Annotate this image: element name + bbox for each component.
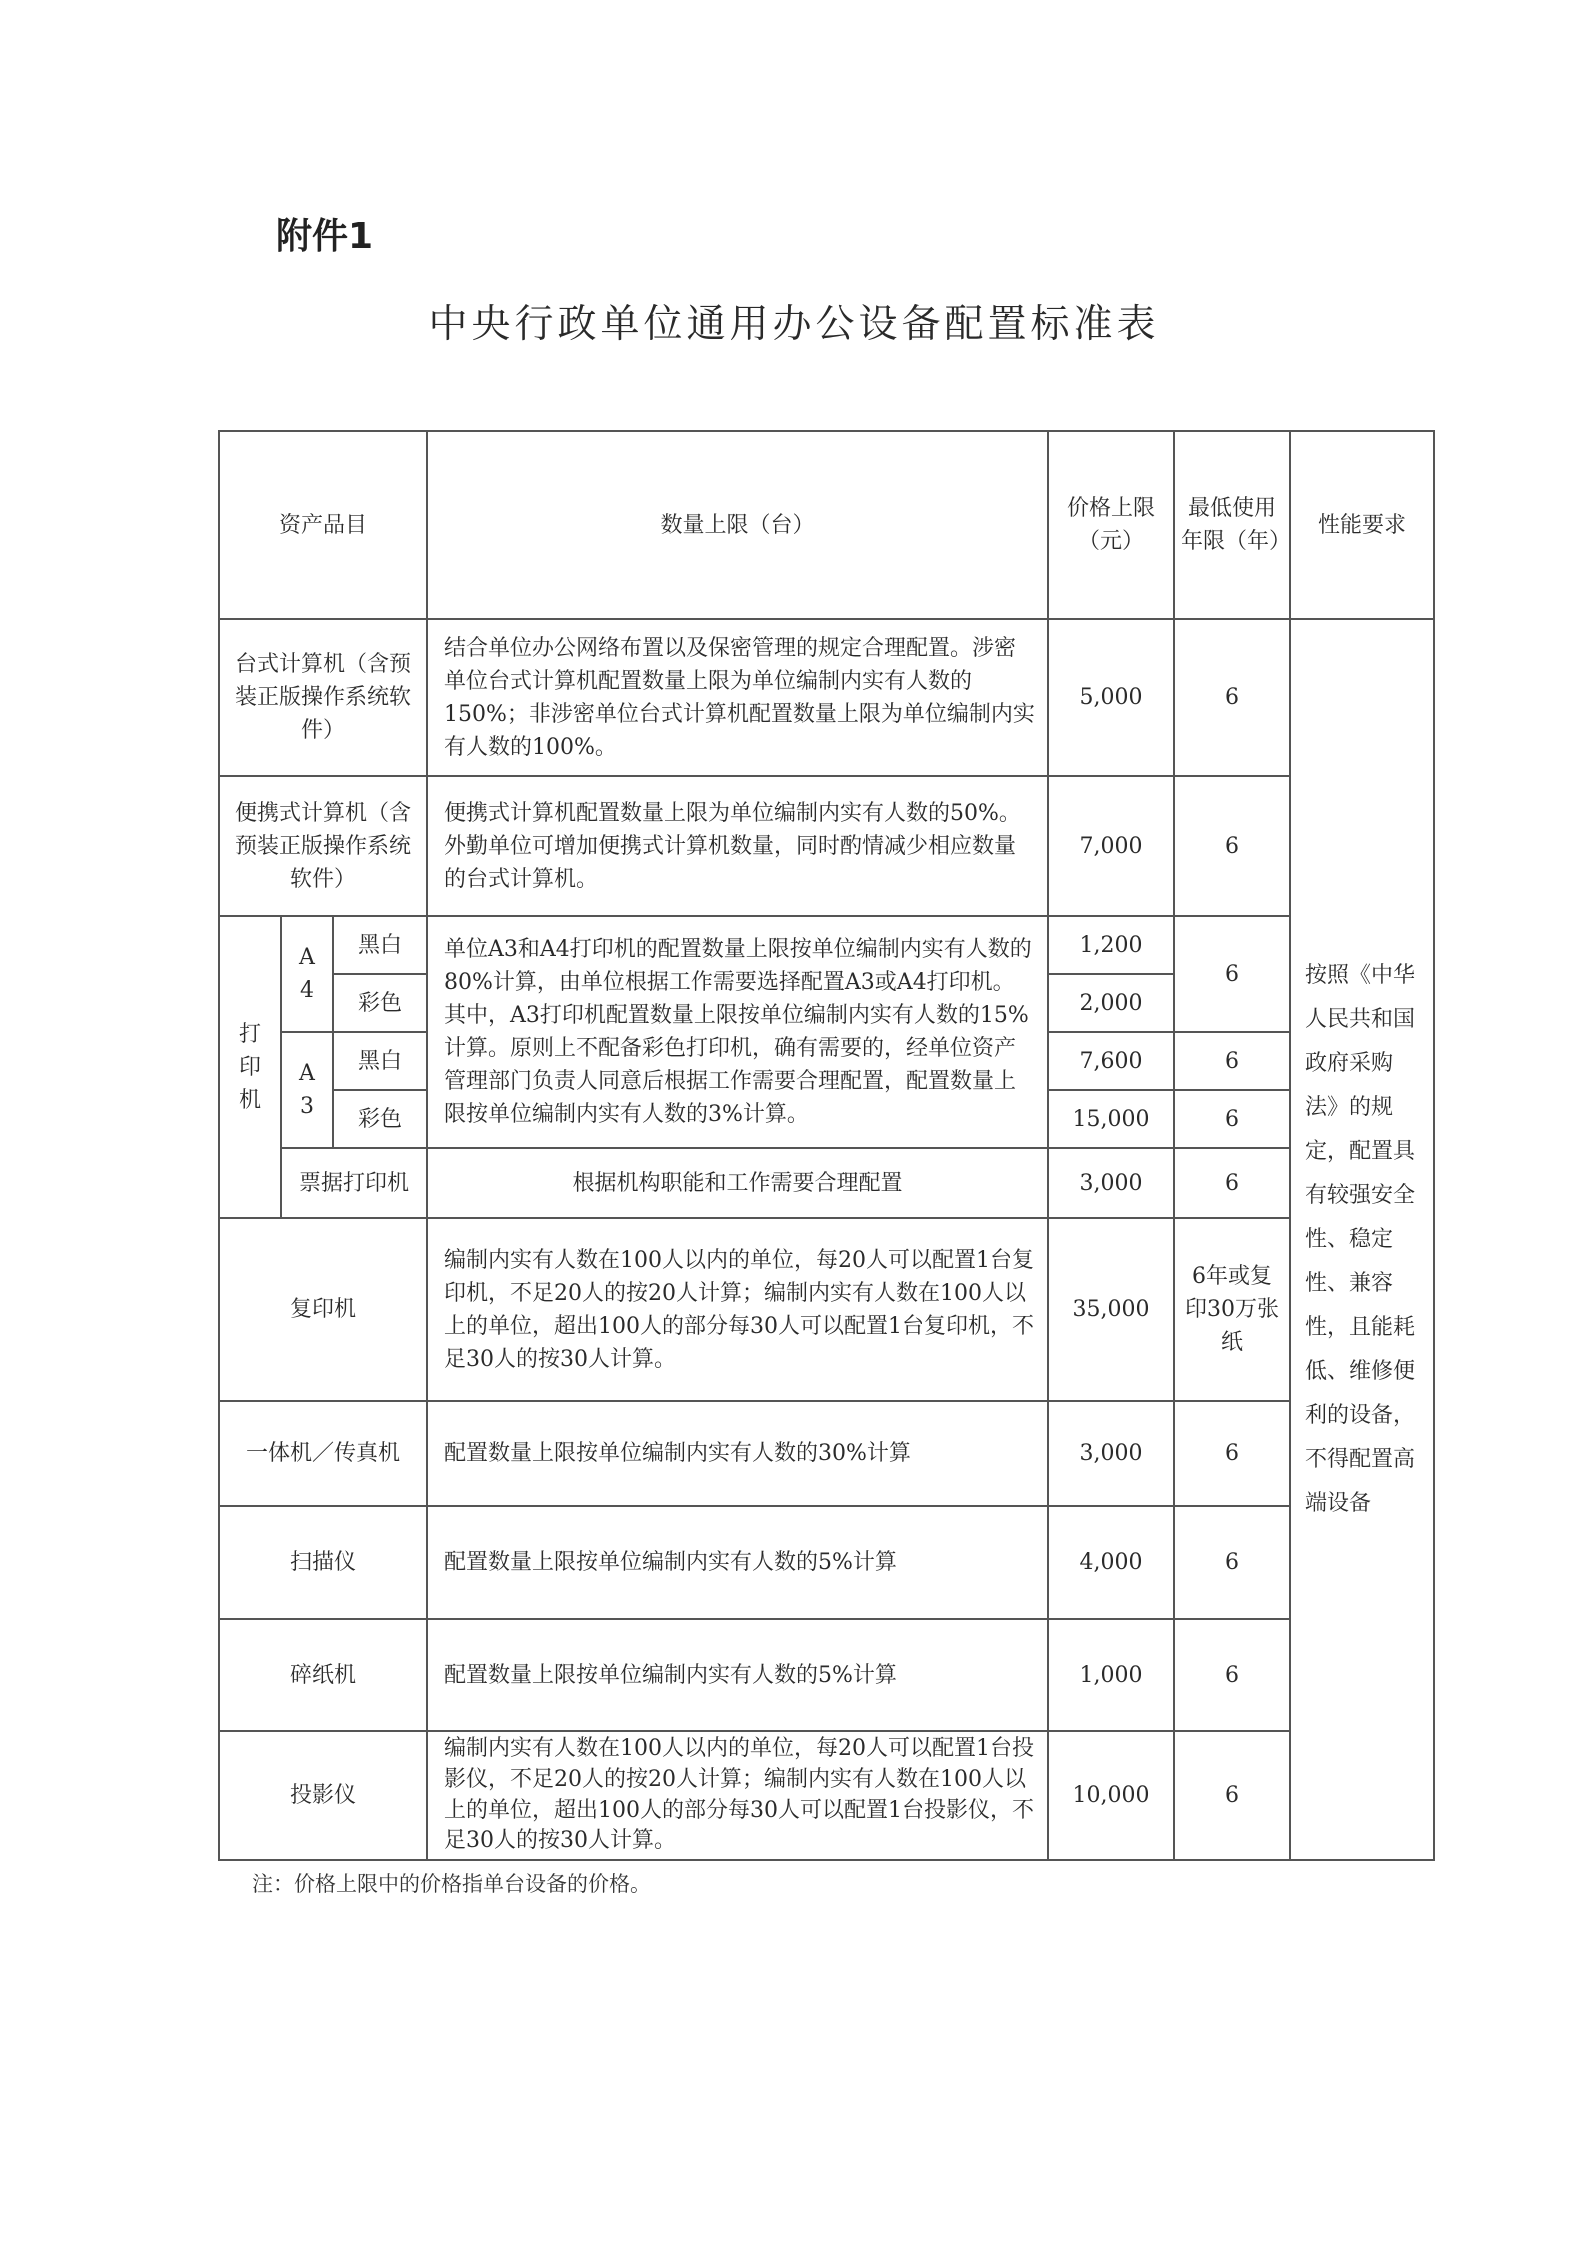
asset-scanner: 扫描仪 [219,1506,427,1619]
printer-a3-label [281,1032,333,1148]
printer-label: 打印机 [238,1021,261,1113]
price-a3-bw: 7,600 [1048,1032,1174,1090]
header-performance: 性能要求 [1290,431,1434,619]
quantity-copier: 编制内实有人数在100人以内的单位，每20人可以配置1台复印机，不足20人的按20人计算；编制内实有人数在100人以上的单位，超出100人的部分每30人可以配置1台复印机，不足30人的按30人计算。 [427,1218,1048,1401]
attachment-label: 附件1 [276,216,374,257]
printer-a4-bw-label: 黑白 [333,916,427,974]
table-row-printer-a4-bw [219,916,1434,974]
page-title: 中央行政单位通用办公设备配置标准表 [428,302,1160,347]
price-scanner: 4,000 [1048,1506,1174,1619]
quantity-shredder: 配置数量上限按单位编制内实有人数的5%计算 [427,1619,1048,1731]
printer-a4-color-label: 彩色 [333,974,427,1032]
asset-mfp: 一体机／传真机 [219,1401,427,1506]
a3-text: A3 [299,1061,315,1119]
years-a4: 6 [1174,916,1290,1032]
asset-laptop: 便携式计算机（含预装正版操作系统软件） [219,776,427,916]
years-mfp: 6 [1174,1401,1290,1506]
table-row-shredder [219,1619,1434,1731]
years-shredder: 6 [1174,1619,1290,1731]
price-a4-bw: 1,200 [1048,916,1174,974]
price-copier: 35,000 [1048,1218,1174,1401]
a4-text: A4 [299,945,315,1003]
asset-receipt-printer: 票据打印机 [281,1148,427,1218]
price-a4-color: 2,000 [1048,974,1174,1032]
years-a3-color: 6 [1174,1090,1290,1148]
quantity-desktop: 结合单位办公网络布置以及保密管理的规定合理配置。涉密单位台式计算机配置数量上限为单位编制内实有人数的150%；非涉密单位台式计算机配置数量上限为单位编制内实有人数的100%。 [427,619,1048,776]
years-copier [1174,1218,1290,1401]
equipment-standard-table [218,430,1435,1861]
printer-a4-label [281,916,333,1032]
asset-projector: 投影仪 [219,1731,427,1860]
table-row-desktop [219,619,1434,776]
price-projector: 10,000 [1048,1731,1174,1860]
table-row-scanner [219,1506,1434,1619]
price-shredder: 1,000 [1048,1619,1174,1731]
quantity-laptop: 便携式计算机配置数量上限为单位编制内实有人数的50%。外勤单位可增加便携式计算机数量，同时酌情减少相应数量的台式计算机。 [427,776,1048,916]
quantity-scanner: 配置数量上限按单位编制内实有人数的5%计算 [427,1506,1048,1619]
years-desktop: 6 [1174,619,1290,776]
performance-requirement: 按照《中华人民共和国政府采购法》的规定，配置具有较强安全性、稳定性、兼容性，且能耗低、维修便利的设备，不得配置高端设备 [1290,619,1434,1860]
price-mfp: 3,000 [1048,1401,1174,1506]
printer-a3-bw-label: 黑白 [333,1032,427,1090]
quantity-projector: 编制内实有人数在100人以内的单位，每20人可以配置1台投影仪，不足20人的按20人计算；编制内实有人数在100人以上的单位，超出100人的部分每30人可以配置1台投影仪，不足30人的按30人计算。 [427,1731,1048,1860]
header-asset: 资产品目 [219,431,427,619]
asset-printer [219,916,281,1218]
header-min-years: 最低使用年限（年） [1174,431,1290,619]
years-a3-bw: 6 [1174,1032,1290,1090]
asset-desktop: 台式计算机（含预装正版操作系统软件） [219,619,427,776]
table-row-copier [219,1218,1434,1401]
asset-copier: 复印机 [219,1218,427,1401]
price-desktop: 5,000 [1048,619,1174,776]
header-quantity: 数量上限（台） [427,431,1048,619]
table-row-receipt-printer [219,1148,1434,1218]
years-laptop: 6 [1174,776,1290,916]
table-row-mfp [219,1401,1434,1506]
footnote: 注：价格上限中的价格指单台设备的价格。 [252,1872,651,1896]
years-copier-text: 6年或复印30万张纸 [1185,1264,1279,1355]
years-scanner: 6 [1174,1506,1290,1619]
price-a3-color: 15,000 [1048,1090,1174,1148]
header-row [219,431,1434,619]
table-row-laptop [219,776,1434,916]
quantity-mfp: 配置数量上限按单位编制内实有人数的30%计算 [427,1401,1048,1506]
table-row-projector [219,1731,1434,1860]
asset-shredder: 碎纸机 [219,1619,427,1731]
years-projector: 6 [1174,1731,1290,1860]
printer-a3-color-label: 彩色 [333,1090,427,1148]
price-receipt-printer: 3,000 [1048,1148,1174,1218]
quantity-printer: 单位A3和A4打印机的配置数量上限按单位编制内实有人数的80%计算，由单位根据工作需要选择配置A3或A4打印机。其中，A3打印机配置数量上限按单位编制内实有人数的15%计算。原则上不配备彩色打印机，确有需要的，经单位资产管理部门负责人同意后根据工作需要合理配置，配置数量上限按单位编制内实有人数的3%计算。 [427,916,1048,1148]
years-receipt-printer: 6 [1174,1148,1290,1218]
header-price: 价格上限（元） [1048,431,1174,619]
price-laptop: 7,000 [1048,776,1174,916]
quantity-receipt-printer: 根据机构职能和工作需要合理配置 [427,1148,1048,1218]
